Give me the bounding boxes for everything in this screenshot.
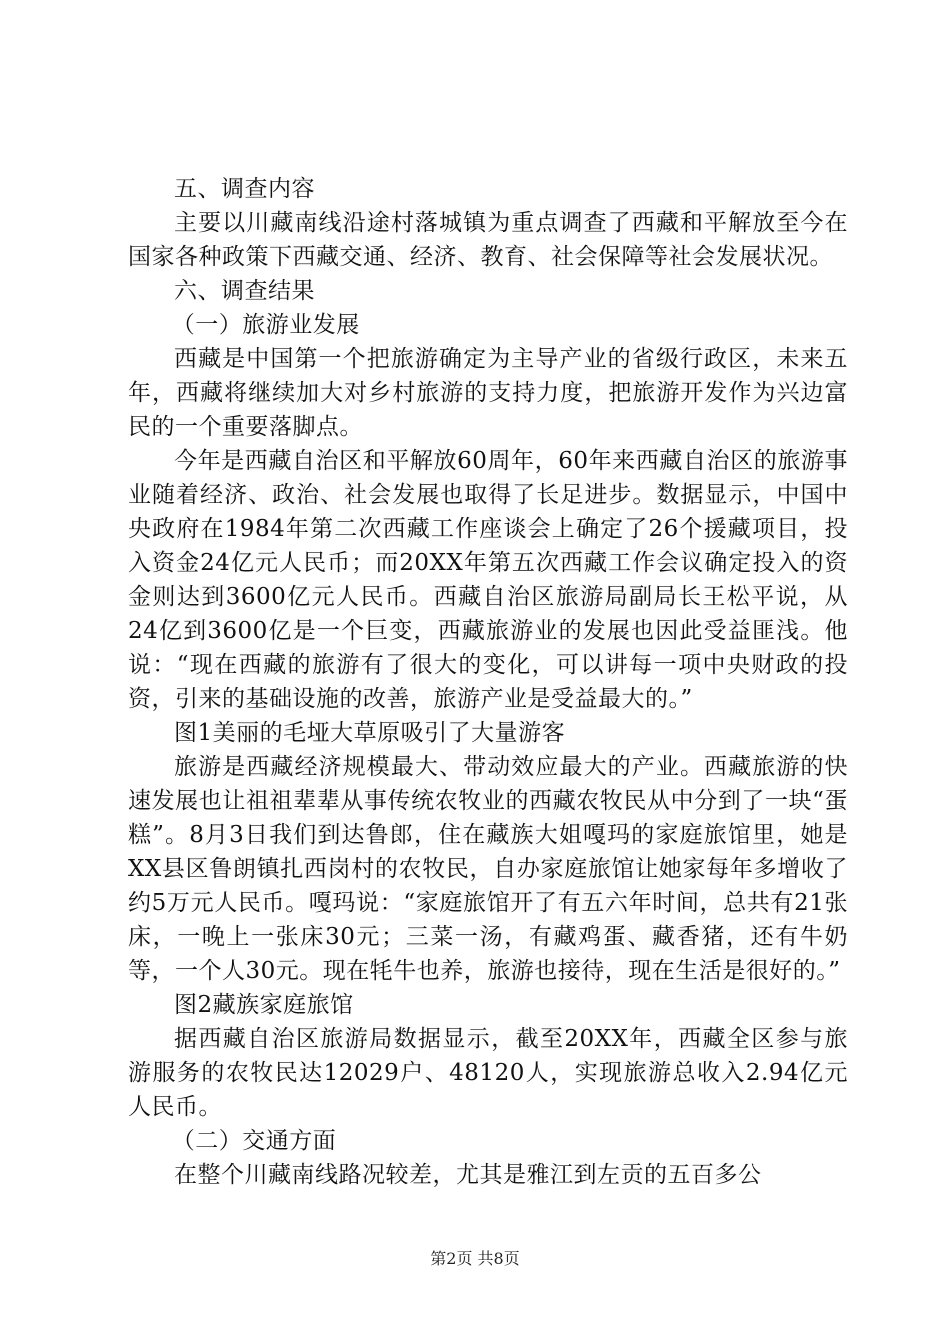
subheading-transportation: （二）交通方面 [171, 1128, 337, 1154]
page-footer: 第2页 共8页 [430, 1249, 520, 1268]
section-heading-survey-content: 五、调查内容 [174, 176, 315, 202]
section-heading-survey-results: 六、调查结果 [174, 278, 315, 304]
subheading-tourism: （一）旅游业发展 [171, 312, 360, 338]
figure-caption-1: 图1美丽的毛垭大草原吸引了大量游客 [174, 720, 566, 746]
paragraph-transportation: 在整个川藏南线路况较差，尤其是雅江到左贡的五百多公 [174, 1162, 762, 1188]
document-body [128, 172, 848, 1192]
paragraph-survey-content: 主要以川藏南线沿途村落城镇为重点调查了西藏和平解放至今在国家各种政策下西藏交通、经济、教育、社会保障等社会发展状况。 [128, 210, 848, 270]
figure-caption-2: 图2藏族家庭旅馆 [174, 992, 354, 1018]
paragraph-tourism-60-years: 今年是西藏自治区和平解放60周年，60年来西藏自治区的旅游事业随着经济、政治、社会发展也取得了长足进步。数据显示，中国中央政府在1984年第二次西藏工作座谈会上确定了26个援藏项目，投入资金24亿元人民币；而20XX年第五次西藏工作会议确定投入的资金则达到3600亿元人民币。西藏自治区旅游局副局长王松平说，从24亿到3600亿是一个巨变，西藏旅游业的发展也因此受益匪浅。他说：“现在西藏的旅游有了很大的变化，可以讲每一项中央财政的投资，引来的基础设施的改善，旅游产业是受益最大的。” [128, 448, 848, 712]
paragraph-tourism-economy: 旅游是西藏经济规模最大、带动效应最大的产业。西藏旅游的快速发展也让祖祖辈辈从事传统农牧业的西藏农牧民从中分到了一块“蛋糕”。8月3日我们到达鲁郎，住在藏族大姐嘎玛的家庭旅馆里，她是XX县区鲁朗镇扎西岗村的农牧民，自办家庭旅馆让她家每年多增收了约5万元人民币。嘎玛说：“家庭旅馆开了有五六年时间，总共有21张床，一晚上一张床30元；三菜一汤，有藏鸡蛋、藏香猪，还有牛奶等，一个人30元。现在牦牛也养，旅游也接待，现在生活是很好的。” [128, 754, 848, 984]
paragraph-tourism-statistics: 据西藏自治区旅游局数据显示，截至20XX年，西藏全区参与旅游服务的农牧民达12029户、48120人，实现旅游总收入2.94亿元人民币。 [128, 1026, 848, 1120]
paragraph-tourism-intro: 西藏是中国第一个把旅游确定为主导产业的省级行政区，未来五年，西藏将继续加大对乡村旅游的支持力度，把旅游开发作为兴边富民的一个重要落脚点。 [128, 346, 848, 440]
